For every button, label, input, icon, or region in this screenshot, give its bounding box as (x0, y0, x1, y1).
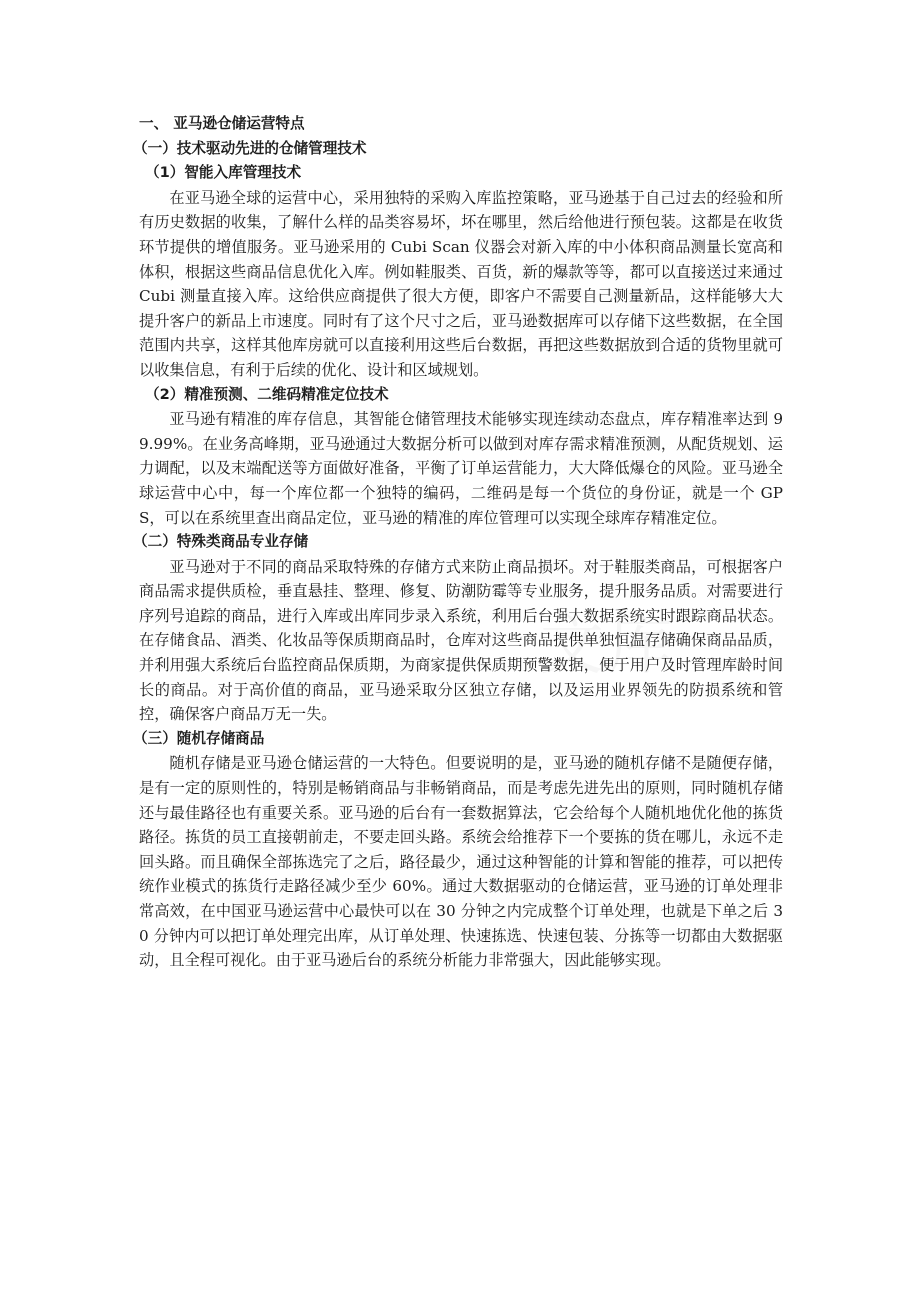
section-3-title: （三）随机存储商品 (133, 729, 265, 747)
subsection-1-title: （1）智能入库管理技术 (145, 164, 302, 182)
section-1-title: （一）技术驱动先进的仓储管理技术 (133, 139, 367, 157)
section-3-paragraph: 随机存储是亚马逊仓储运营的一大特色。但要说明的是，亚马逊的随机存储不是随便存储，是有一定的原则性的，特别是畅销商品与非畅销商品，而是考虑先进先出的原则，同时随机存储还与最佳路径也有重要关系。亚马逊的后台有一套数据算法，它会给每个人随机地优化他的拣货路径。拣货的员工直接朝前走，不要走回头路。系统会给推荐下一个要拣的货在哪儿，永远不走回头路。而且确保全部拣选完了之后，路径最少，通过这种智能的计算和智能的推荐，可以把传统作业模式的拣货行走路径减少至少 60%。通过大数据驱动的仓储运营，亚马逊的订单处理非常高效，在中国亚马逊运营中心最快可以在 30 分钟之内完成整个订单处理，也就是下单之后 30 分钟内可以把订单处理完出库，从订单处理、快速拣选、快速包装、分拣等一切都由大数据驱动，且全程可视化。由于亚马逊后台的系统分析能力非常强大，因此能够实现。 (139, 754, 783, 970)
section-2-paragraph: 亚马逊对于不同的商品采取特殊的存储方式来防止商品损坏。对于鞋服类商品，可根据客户商品需求提供质检，垂直悬挂、整理、修复、防潮防霉等专业服务，提升服务品质。对需要进行序列号追踪的商品，进行入库或出库同步录入系统，利用后台强大数据系统实时跟踪商品状态。在存储食品、酒类、化妆品等保质期商品时，仓库对这些商品提供单独恒温存储确保商品品质，并利用强大系统后台监控商品保质期，为商家提供保质期预警数据，便于用户及时管理库龄时间长的商品。对于高价值的商品，亚马逊采取分区独立存储，以及运用业界领先的防损系统和管控，确保客户商品万无一失。 (139, 557, 783, 724)
document-body (133, 112, 783, 973)
subsection-2-paragraph: 亚马逊有精准的库存信息，其智能仓储管理技术能够实现连续动态盘点，库存精准率达到 99.99%。在业务高峰期，亚马逊通过大数据分析可以做到对库存需求精准预测，从配货规划、运力调配，以及末端配送等方面做好准备，平衡了订单运营能力，大大降低爆仓的风险。亚马逊全球运营中心中，每一个库位都一个独特的编码，二维码是每一个货位的身份证，就是一个 GPS，可以在系统里查出商品定位，亚马逊的精准的库位管理可以实现全球库存精准定位。 (139, 410, 783, 527)
heading-main: 一、 亚马逊仓储运营特点 (139, 115, 305, 132)
subsection-1-paragraph: 在亚马逊全球的运营中心，采用独特的采购入库监控策略，亚马逊基于自己过去的经验和所有历史数据的收集，了解什么样的品类容易坏，坏在哪里，然后给他进行预包装。这都是在收货环节提供的增值服务。亚马逊采用的 Cubi Scan 仪器会对新入库的中小体积商品测量长宽高和体积，根据这些商品信息优化入库。例如鞋服类、百货，新的爆款等等，都可以直接送过来通过 Cubi 测量直接入库。这给供应商提供了很大方便，即客户不需要自己测量新品，这样能够大大提升客户的新品上市速度。同时有了这个尺寸之后，亚马逊数据库可以存储下这些数据，在全国范围内共享，这样其他库房就可以直接利用这些后台数据，再把这些数据放到合适的货物里就可以收集信息，有利于后续的优化、设计和区域规划。 (139, 188, 783, 379)
subsection-2-title: （2）精准预测、二维码精准定位技术 (145, 385, 389, 403)
section-2-title: （二）特殊类商品专业存储 (133, 533, 309, 551)
